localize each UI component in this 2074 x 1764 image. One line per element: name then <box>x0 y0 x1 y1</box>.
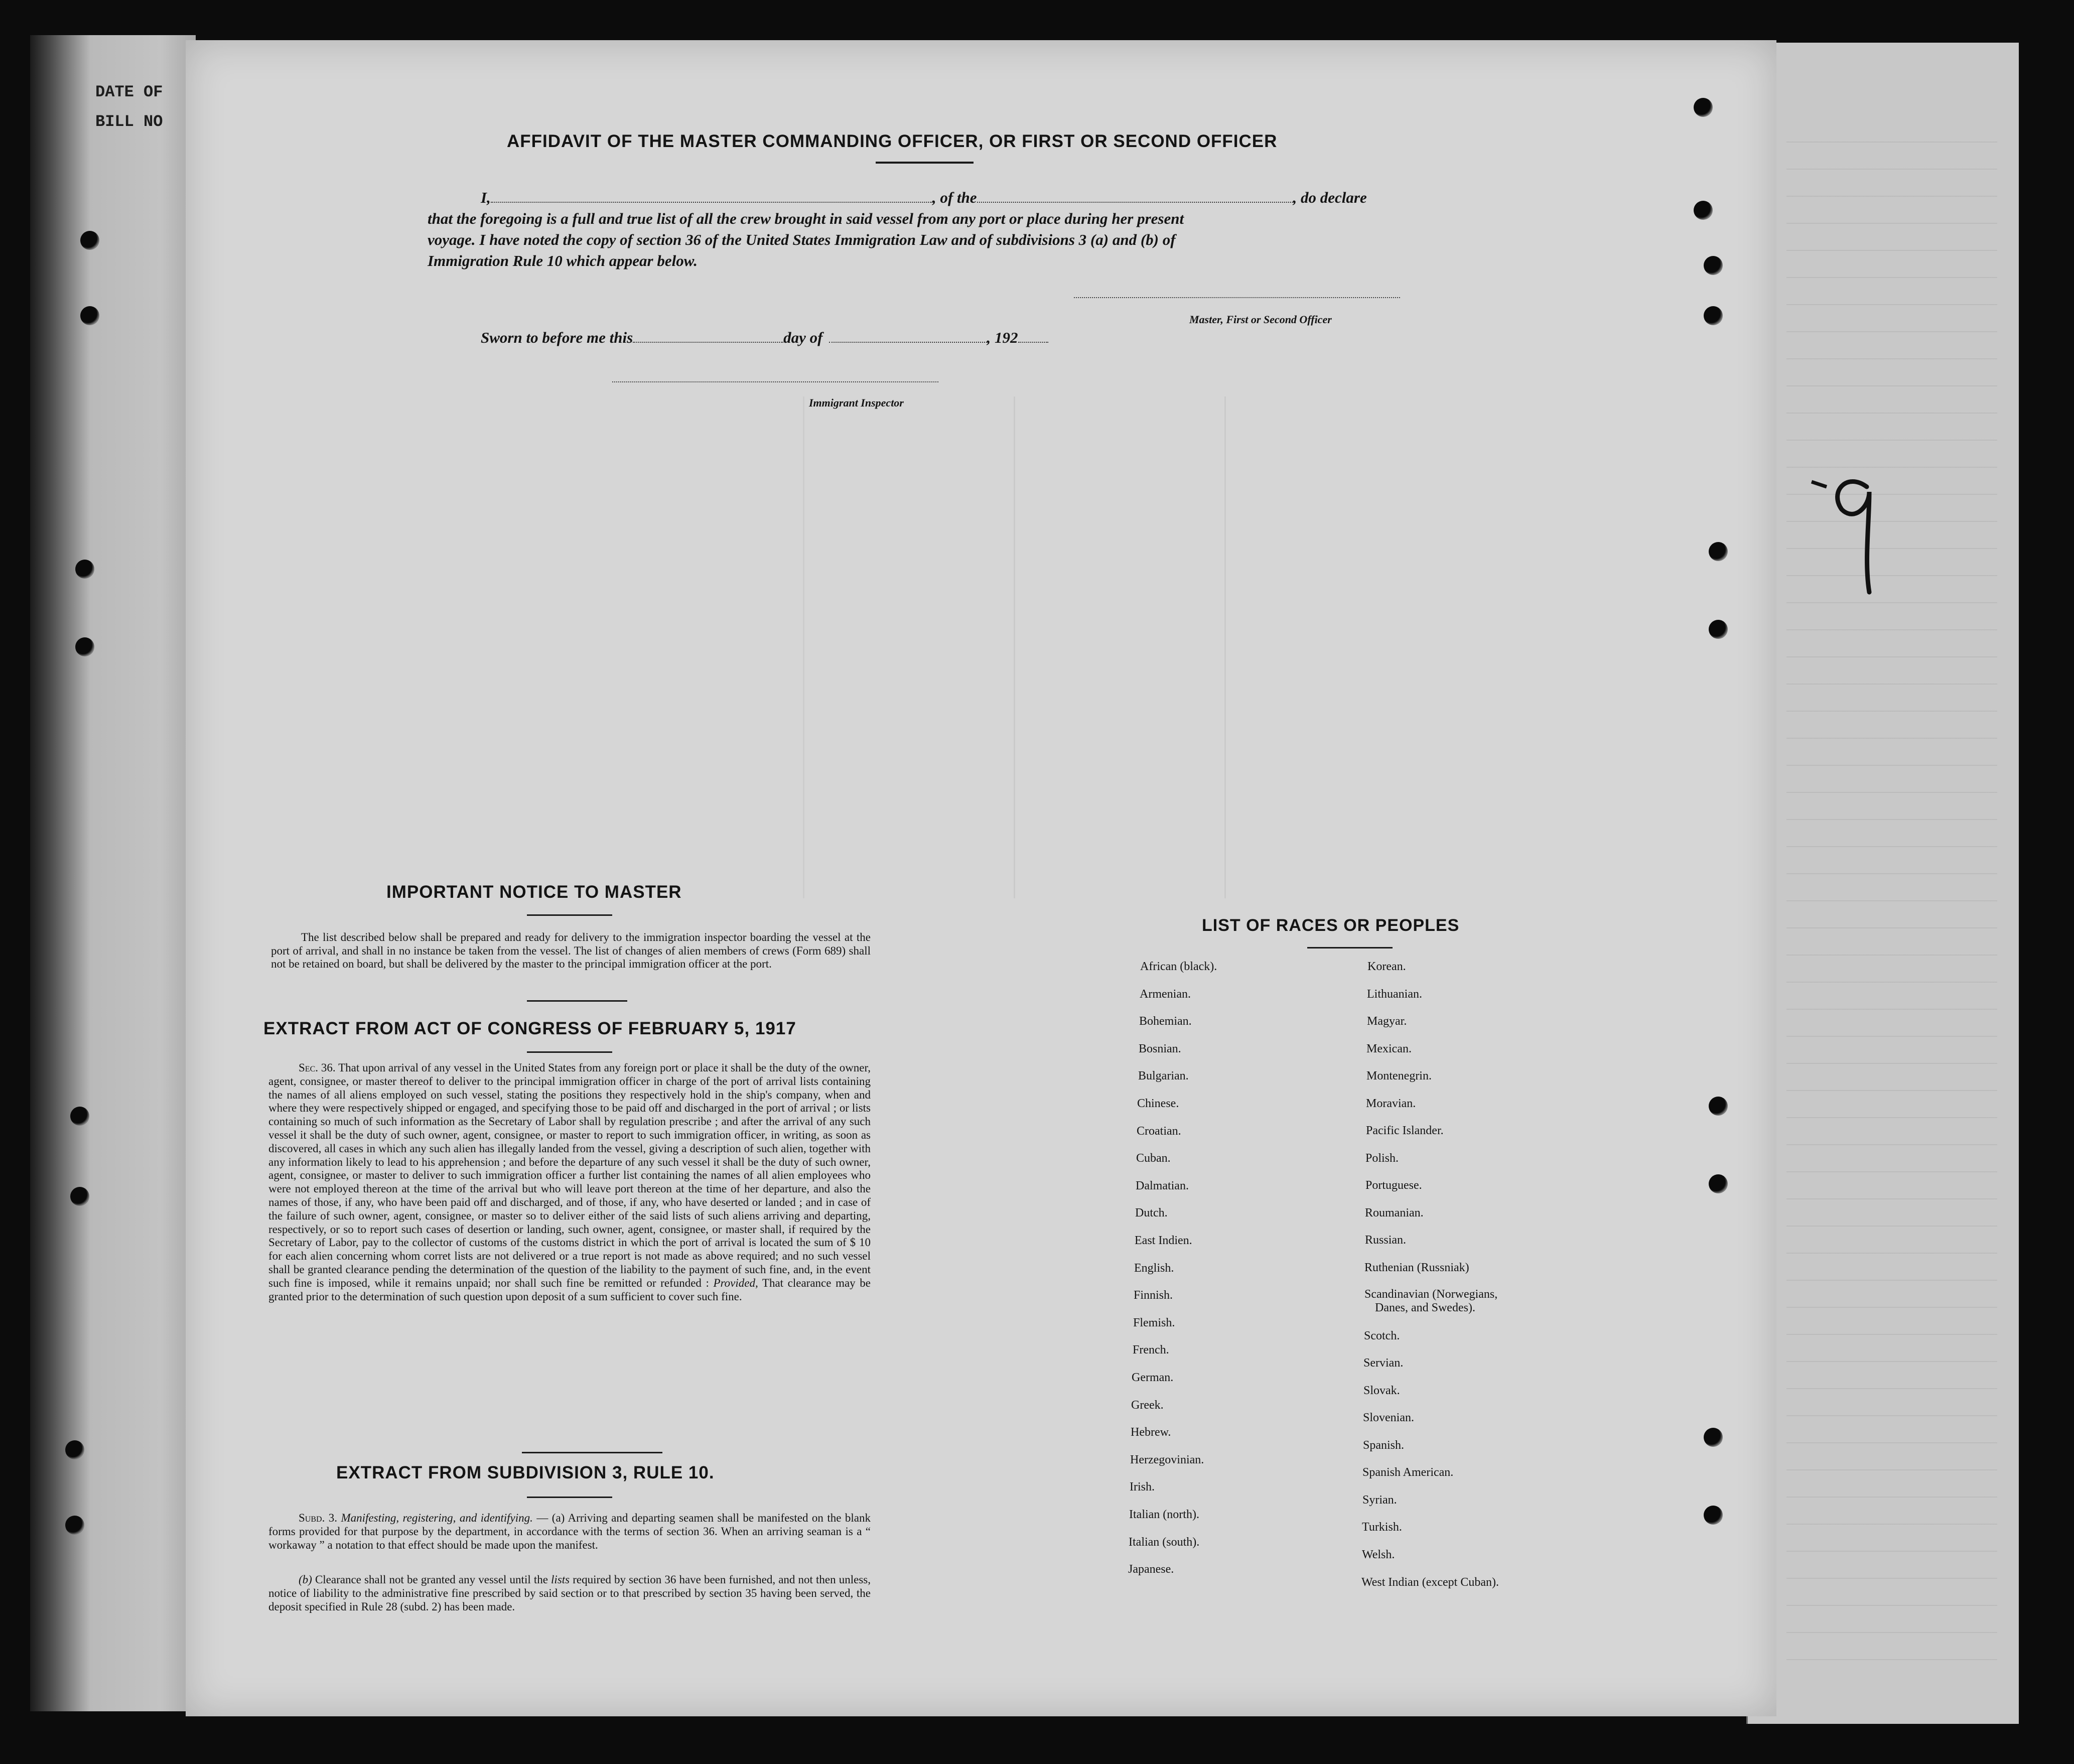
sworn-text: Sworn to before me this <box>481 329 633 346</box>
race-item: Greek. <box>1131 1398 1164 1412</box>
rule-text-a-body: — (a) Arriving and departing seamen shall be manifested on the blank forms provided for that purpose by the department, in accordance with the terms of section 36. When an arriving seaman is a “ workaway ” a notation to that effect should be made upon the manifest. <box>268 1512 871 1551</box>
race-item: Italian (north). <box>1129 1508 1199 1521</box>
inspector-signature-label: Immigrant Inspector <box>809 396 904 409</box>
race-item: Mexican. <box>1366 1042 1412 1055</box>
race-item: West Indian (except Cuban). <box>1361 1576 1499 1589</box>
races-title-rule <box>1307 947 1393 948</box>
rule-subd-italic: Manifesting, registering, and identifying. <box>341 1512 533 1524</box>
affidavit-do-declare: , do declare <box>1293 189 1367 206</box>
race-item: Moravian. <box>1366 1097 1416 1110</box>
race-item: Magyar. <box>1367 1015 1407 1028</box>
act-title-rule <box>527 1051 612 1053</box>
inspector-signature-line <box>612 381 938 382</box>
master-signature-line <box>1074 297 1400 298</box>
race-item: Dutch. <box>1135 1206 1168 1220</box>
affidavit-title: AFFIDAVIT OF THE MASTER COMMANDING OFFICER, OR FIRST OR SECOND OFFICER <box>507 131 1278 151</box>
rule-title-rule <box>527 1497 612 1498</box>
race-item: African (black). <box>1140 960 1217 973</box>
race-item: Spanish. <box>1363 1439 1405 1452</box>
race-item: Roumanian. <box>1365 1206 1424 1219</box>
race-item: German. <box>1132 1371 1174 1384</box>
race-item: Chinese. <box>1137 1097 1179 1110</box>
affidavit-of-the: , of the <box>932 189 977 206</box>
race-item: East Indien. <box>1135 1234 1192 1247</box>
rule-b-lists: lists <box>551 1573 570 1586</box>
sworn-line <box>481 329 1048 347</box>
race-item: Servian. <box>1363 1356 1404 1370</box>
races-title: LIST OF RACES OR PEOPLES <box>1202 916 1460 935</box>
race-item: Japanese. <box>1128 1563 1174 1576</box>
punch-hole <box>80 231 99 250</box>
act-end-rule <box>522 1452 662 1453</box>
left-edge-label-line2: BILL NO <box>95 112 163 131</box>
notice-text: The list described below shall be prepared and ready for delivery to the immigration inspector boarding the vessel at the port of arrival, and shall in no instance be taken from the vessel. The list of changes of alien members of crews (Form 689) shall not be retained on board, but shall be delivered by the master to the principal immigration officer at the port. <box>271 931 871 970</box>
rule-b-text2: required by section 36 have been furnished, and not then unless, notice of liability to the administrative fine prescribed by said section or to that prescribed by section 35 having been served, the deposit specified in Rule 28 (subd. 2) has been made. <box>268 1573 871 1613</box>
race-item: Ruthenian (Russniak) <box>1364 1261 1469 1274</box>
punch-hole <box>65 1440 84 1459</box>
race-item: Bohemian. <box>1139 1015 1192 1028</box>
race-item: Syrian. <box>1362 1494 1397 1507</box>
race-item: Finnish. <box>1134 1289 1173 1302</box>
race-item: Bosnian. <box>1139 1042 1181 1055</box>
race-item: Armenian. <box>1140 987 1191 1001</box>
race-item: Portuguese. <box>1365 1179 1422 1192</box>
race-item: Scotch. <box>1364 1329 1400 1342</box>
race-item: Danes, and Swedes). <box>1375 1301 1475 1314</box>
race-item: Slovenian. <box>1363 1411 1414 1424</box>
affidavit-line-3: voyage. I have noted the copy of section 36 of the United States Immigration Law and of subdivisions 3 (a) and (b) of <box>428 231 1176 248</box>
punch-hole <box>65 1516 84 1535</box>
race-item: Montenegrin. <box>1366 1069 1432 1082</box>
race-item: Hebrew. <box>1131 1426 1171 1439</box>
punch-hole <box>1704 306 1723 325</box>
race-item: Dalmatian. <box>1136 1179 1189 1192</box>
notice-title-rule <box>527 914 612 916</box>
race-item: Korean. <box>1367 960 1406 973</box>
punch-hole <box>75 560 94 579</box>
punch-hole <box>75 637 94 656</box>
master-signature-label: Master, First or Second Officer <box>1189 313 1332 326</box>
race-item: Spanish American. <box>1362 1466 1454 1479</box>
race-item: Bulgarian. <box>1138 1069 1189 1083</box>
showthrough-line <box>1224 396 1226 898</box>
punch-hole <box>80 306 99 325</box>
punch-hole <box>1704 256 1723 275</box>
race-item: Turkish. <box>1362 1521 1402 1534</box>
act-text <box>268 1061 871 1303</box>
affidavit-line-2: that the foregoing is a full and true list of all the crew brought in said vessel from any port or place during her present <box>428 210 1184 227</box>
punch-hole <box>1694 201 1713 220</box>
punch-hole <box>1694 98 1713 117</box>
race-item: Lithuanian. <box>1367 988 1422 1001</box>
showthrough-line <box>1014 396 1015 898</box>
punch-hole <box>1704 1428 1723 1447</box>
notice-end-rule <box>527 1000 627 1002</box>
race-item: Irish. <box>1130 1480 1155 1494</box>
rule-b-lead: (b) <box>299 1573 312 1586</box>
punch-hole <box>1709 1174 1728 1193</box>
race-item: Cuban. <box>1136 1152 1171 1165</box>
rule-text-a <box>268 1512 871 1552</box>
race-item: English. <box>1134 1261 1174 1275</box>
sworn-year: , 192 <box>987 329 1018 346</box>
race-item: Slovak. <box>1363 1384 1400 1397</box>
punch-hole <box>1704 1506 1723 1525</box>
showthrough-line <box>803 396 804 898</box>
race-item: Italian (south). <box>1129 1535 1200 1549</box>
affidavit-line-4: Immigration Rule 10 which appear below. <box>428 252 698 269</box>
race-item: Pacific Islander. <box>1366 1124 1444 1137</box>
act-title: EXTRACT FROM ACT OF CONGRESS OF FEBRUARY 5, 1917 <box>263 1019 796 1038</box>
left-edge-label <box>95 83 163 131</box>
act-provided: Provided, <box>713 1276 758 1289</box>
left-edge-label-line1: DATE OF <box>95 83 163 101</box>
affidavit-line-1 <box>481 189 1367 207</box>
act-body-end: That clearance may be granted prior to the determination of such question upon deposit of a sum sufficient to cover such fine. <box>268 1276 871 1303</box>
race-item: Herzegovinian. <box>1130 1453 1204 1466</box>
race-item: Scandinavian (Norwegians, <box>1364 1288 1498 1301</box>
affidavit-i: I, <box>481 189 491 206</box>
rule-subd-label: Subd. 3. <box>299 1512 338 1524</box>
left-binding-edge <box>30 35 196 1711</box>
punch-hole <box>70 1187 89 1206</box>
handwritten-number <box>1807 462 1887 602</box>
act-section-label: Sec. 36. <box>299 1061 336 1074</box>
punch-hole <box>1709 1097 1728 1116</box>
race-item: Flemish. <box>1133 1316 1175 1329</box>
sworn-day-of: day of <box>783 329 823 346</box>
race-item: Polish. <box>1365 1152 1399 1165</box>
race-item: French. <box>1133 1343 1169 1357</box>
rule-title: EXTRACT FROM SUBDIVISION 3, RULE 10. <box>336 1463 715 1482</box>
race-item: Russian. <box>1365 1234 1407 1247</box>
race-item: Croatian. <box>1137 1124 1181 1138</box>
underlying-manifest-rules <box>1786 115 1997 1671</box>
race-item: Welsh. <box>1362 1548 1395 1561</box>
rule-b-text1: Clearance shall not be granted any vessel until the <box>315 1573 548 1586</box>
rule-text-b <box>268 1573 871 1613</box>
punch-hole <box>1709 620 1728 639</box>
punch-hole <box>70 1107 89 1126</box>
notice-title: IMPORTANT NOTICE TO MASTER <box>386 882 682 902</box>
act-body: That upon arrival of any vessel in the United States from any foreign port or place it shall be the duty of the owner, agent, consignee, or master thereof to deliver to the principal immigration officer in charge of the port of arrival lists containing the names of all aliens employed on such vessel, stating the positions they respectively hold in the ship's company, when and where they were respectively shipped or engaged, and specifying those to be paid off and discharged in the port of arrival ; or lists containing so much of such information as the Secretary of Labor shall by regulation prescribe ; and after the arrival of any such vessel it shall be the duty of such owner, agent, consignee, or master to report to such immigration officer, in writing, as soon as discovered, all cases in which any such alien has illegally landed from the vessel, giving a description of such alien, together with any information likely to lead to his apprehension ; and before the departure of any such vessel it shall be the duty of such owner, agent, consignee, or master to deliver to such immigration officer a further list containing the names of all alien employees who were not employed thereon at the time of the arrival but who will leave port thereon at the time of her departure, and also the names of those, if any, who have been paid off and discharged, and of those, if any, who have deserted or landed ; and in case of the failure of such owner, agent, consignee, or master so to deliver either of the said lists of such aliens arriving and departing, respectively, or so to report such cases of desertion or landing, such owner, agent, consignee, or master shall, if required by the Secretary of Labor, pay to the collector of customs of the customs district in which the port of arrival is located the sum of $ 10 for each alien concerning whom corret lists are not delivered or a true report is not made as above required; and no such vessel shall be granted clearance pending the determination of the question of the liability to the payment of such fine, and, in the event such fine is imposed, while it remains unpaid; nor shall such fine be remitted or refunded : <box>268 1061 871 1289</box>
affidavit-title-rule <box>876 162 974 164</box>
punch-hole <box>1709 542 1728 561</box>
